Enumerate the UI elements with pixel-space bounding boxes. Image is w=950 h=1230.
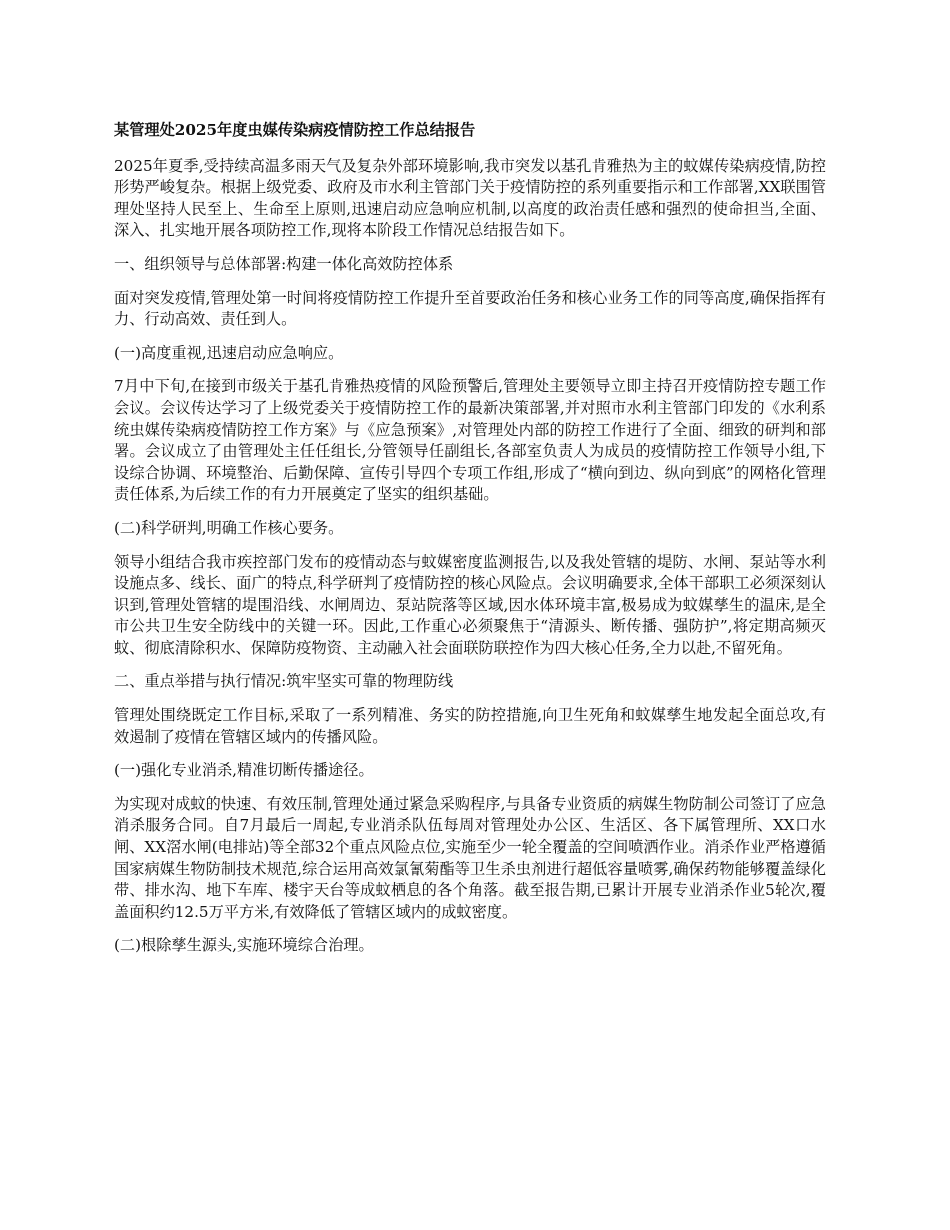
subsection-heading-1-2: (二)科学研判,明确工作核心要务。 (114, 518, 344, 537)
section-2-paragraph: 管理处围绕既定工作目标,采取了一系列精准、务实的防控措施,向卫生死角和蚊媒孳生地发起全面总攻,有效遏制了疫情在管辖区域内的传播风险。 (114, 706, 826, 746)
subsection-heading-1-1: (一)高度重视,迅速启动应急响应。 (114, 343, 344, 362)
section-heading-2: 二、重点举措与执行情况:筑牢坚实可靠的物理防线 (114, 672, 454, 691)
intro-paragraph: 2025年夏季,受持续高温多雨天气及复杂外部环境影响,我市突发以基孔肯雅热为主的蚊媒传染病疫情,防控形势严峻复杂。根据上级党委、政府及市水利主管部门关于疫情防控的系列重要指示和工作部署,XX联围管理处坚持人民至上、生命至上原则,迅速启动应急响应机制,以高度的政治责任感和强烈的使命担当,全面、深入、扎实地开展各项防控工作,现将本阶段工作情况总结报告如下。 (114, 156, 826, 240)
subsection-1-2-paragraph: 领导小组结合我市疾控部门发布的疫情动态与蚊媒密度监测报告,以及我处管辖的堤防、水闸、泵站等水利设施点多、线长、面广的特点,科学研判了疫情防控的核心风险点。会议明确要求,全体干部职工必须深刻认识到,管理处管辖的堤围沿线、水闸周边、泵站院落等区域,因水体环境丰富,极易成为蚊媒孳生的温床,是全市公共卫生安全防线中的关键一环。因此,工作重心必须聚焦于“清源头、断传播、强防护”,将定期高频灭蚊、彻底清除积水、保障防疫物资、主动融入社会面联防联控作为四大核心任务,全力以赴,不留死角。 (114, 552, 826, 657)
document-title: 某管理处2025年度虫媒传染病疫情防控工作总结报告 (114, 121, 476, 139)
subsection-2-1-paragraph: 为实现对成蚊的快速、有效压制,管理处通过紧急采购程序,与具备专业资质的病媒生物防制公司签订了应急消杀服务合同。自7月最后一周起,专业消杀队伍每周对管理处办公区、生活区、各下属管理所、XX口水闸、XX滘水闸(电排站)等全部32个重点风险点位,实施至少一轮全覆盖的空间喷洒作业。消杀作业严格遵循国家病媒生物防制技术规范,综合运用高效氯氰菊酯等卫生杀虫剂进行超低容量喷雾,确保药物能够覆盖绿化带、排水沟、地下车库、楼宇天台等成蚊栖息的各个角落。截至报告期,已累计开展专业消杀作业5轮次,覆盖面积约12.5万平方米,有效降低了管辖区域内的成蚊密度。 (114, 794, 826, 921)
document-page (114, 120, 826, 969)
subsection-heading-2-1: (一)强化专业消杀,精准切断传播途径。 (114, 761, 374, 780)
subsection-heading-2-2: (二)根除孳生源头,实施环境综合治理。 (114, 936, 374, 955)
section-1-paragraph: 面对突发疫情,管理处第一时间将疫情防控工作提升至首要政治任务和核心业务工作的同等高度,确保指挥有力、行动高效、责任到人。 (114, 288, 826, 329)
subsection-1-1-paragraph: 7月中下旬,在接到市级关于基孔肯雅热疫情的风险预警后,管理处主要领导立即主持召开疫情防控专题工作会议。会议传达学习了上级党委关于疫情防控工作的最新决策部署,并对照市水利主管部门印发的《水利系统虫媒传染病疫情防控工作方案》与《应急预案》,对管理处内部的防控工作进行了全面、细致的研判和部署。会议成立了由管理处主任任组长,分管领导任副组长,各部室负责人为成员的疫情防控工作领导小组,下设综合协调、环境整治、后勤保障、宣传引导四个专项工作组,形成了“横向到边、纵向到底”的网格化管理责任体系,为后续工作的有力开展奠定了坚实的组织基础。 (114, 377, 826, 504)
section-heading-1: 一、组织领导与总体部署:构建一体化高效防控体系 (114, 254, 454, 273)
